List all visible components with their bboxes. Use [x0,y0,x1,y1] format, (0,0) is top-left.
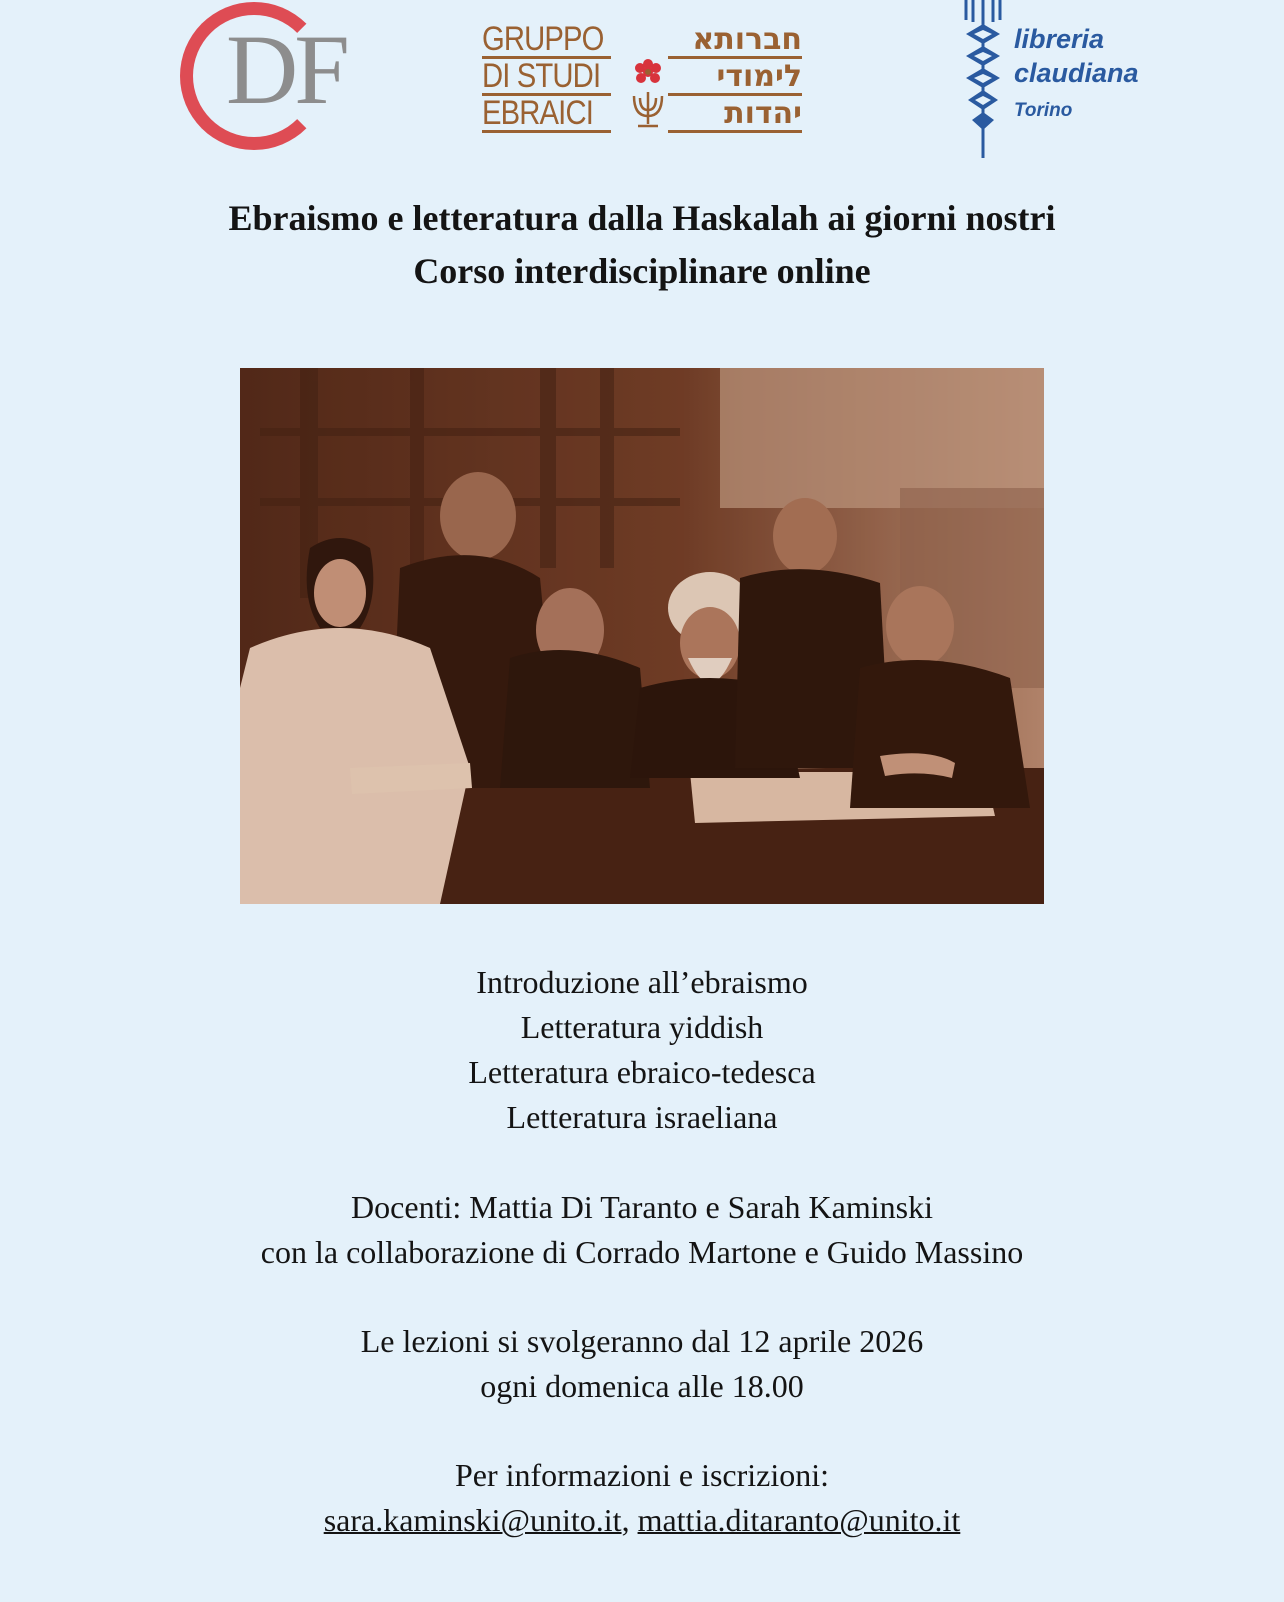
claudiana-line-3: Torino [1014,100,1073,121]
cdf-letters: DF [226,14,346,125]
cdf-logo [178,0,358,160]
contact-heading: Per informazioni e iscrizioni: [454,1457,830,1493]
docenti-line: Docenti: Mattia Di Taranto e Sarah Kaminski [351,1189,933,1225]
contact-emails [0,1498,1284,1543]
gruppo-hebrew-line-3: יהדות [668,96,802,133]
topic-item: Letteratura yiddish [520,1009,764,1045]
gruppo-latin-line-2: DI STUDI [482,59,611,96]
gruppo-hebrew-line-2: לימודי [668,59,802,96]
course-title: Ebraismo e letteratura dalla Haskalah ai giorni nostri [228,198,1056,238]
course-subtitle: Corso interdisciplinare online [413,251,871,291]
gruppo-latin-text [482,22,611,133]
start-date-line: Le lezioni si svolgeranno dal 12 aprile 2026 [360,1323,924,1359]
claudiana-line-2: claudiana [1014,58,1139,88]
docenti-section [0,1185,1284,1275]
gruppo-latin-line-3: EBRAICI [482,96,611,133]
email-link-ditaranto[interactable]: mattia.ditaranto@unito.it [637,1502,961,1538]
claudiana-line-1: libreria [1014,24,1105,54]
email-link-kaminski[interactable]: sara.kaminski@unito.it [323,1502,622,1538]
gruppo-studi-ebraici-logo [482,22,800,132]
topic-item: Introduzione all’ebraismo [476,964,808,1000]
logo-row [0,0,1284,170]
wheat-icon [962,0,1004,160]
topic-item: Letteratura israeliana [506,1099,778,1135]
sepia-photo-illustration [240,368,1044,904]
email-separator: , [621,1502,638,1538]
collaboration-line: con la collaborazione di Corrado Martone e Guido Massino [260,1234,1024,1270]
menorah-flower-icon [628,58,668,132]
lessons-schedule [0,1319,1284,1409]
gruppo-hebrew-line-1: חברותא [668,22,802,59]
weekly-time-line: ogni domenica alle 18.00 [480,1368,804,1404]
topics-list [0,960,1284,1140]
gruppo-latin-line-1: GRUPPO [482,22,611,59]
contact-info [0,1453,1284,1543]
gruppo-hebrew-text [668,22,802,133]
historical-group-photo [240,368,1044,904]
topic-item: Letteratura ebraico-tedesca [468,1054,816,1090]
libreria-claudiana-logo [962,0,1202,160]
